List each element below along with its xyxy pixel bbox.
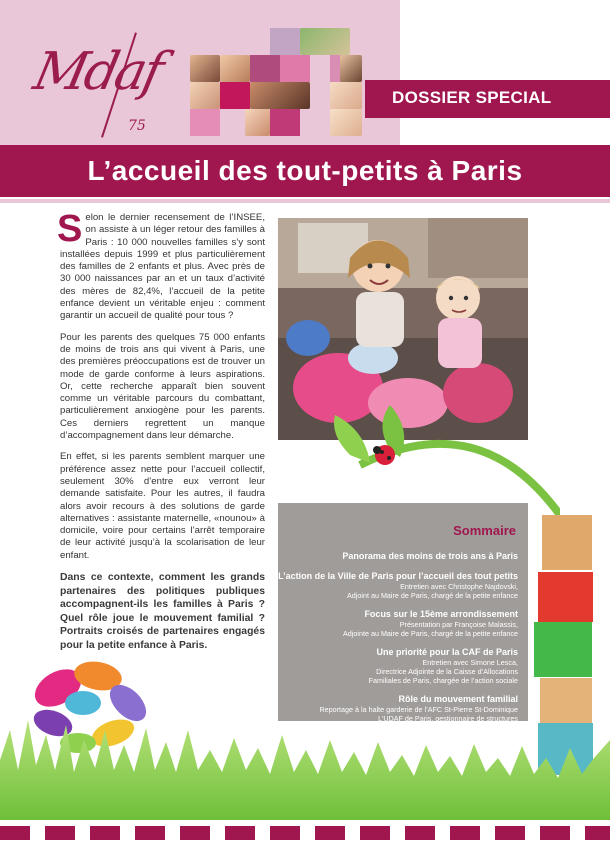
footer-segment bbox=[270, 826, 300, 840]
toc-item-heading: Panorama des moins de trois ans à Paris bbox=[342, 551, 518, 561]
article-column bbox=[57, 208, 265, 661]
mosaic-tile bbox=[250, 55, 280, 82]
mosaic-tile bbox=[270, 28, 300, 55]
toc-item-heading: Rôle du mouvement familial bbox=[398, 694, 518, 704]
mosaic-tile bbox=[270, 109, 300, 136]
toc-item[interactable] bbox=[278, 609, 518, 638]
footer-segment bbox=[90, 826, 120, 840]
article-intro-question: Dans ce contexte, comment les grands partenaires des politiques publiques accompagnent-ils les familles à Paris ? Quel rôle joue le mouvement familial ? Portraits croisés de partenaires engagés pour la petite enfance à Paris. bbox=[60, 572, 265, 651]
section-label: DOSSIER SPECIAL bbox=[392, 88, 552, 107]
photo-mosaic bbox=[190, 20, 370, 140]
article-paragraph-2: Pour les parents des quelques 75 000 enfants de moins de trois ans qui vivent à Paris, une des premières préoccupations est de trouver un mode de garde conforme à leurs aspirations. Or, cette recherche apparaît bien souvent comme un véritable parcours du combattant, particulièrement anxiogène pour les parents. Ces derniers regrettent un manque d’accompagnement dans leur démarche. bbox=[60, 331, 265, 442]
logo-subtitle: 75 bbox=[128, 118, 146, 134]
mosaic-photo bbox=[190, 55, 220, 82]
footer-segment bbox=[540, 826, 570, 840]
toc-title: Sommaire bbox=[453, 523, 516, 538]
toc-item-detail: Entretien avec Simone Lesca, Directrice Adjointe de la Caisse d’Allocations Familiales de Paris, chargée de l’action sociale bbox=[368, 658, 518, 685]
toc-item-heading: L’action de la Ville de Paris pour l’accueil des tout petits bbox=[278, 571, 518, 581]
footer-segment bbox=[315, 826, 345, 840]
mosaic-photo bbox=[330, 109, 362, 136]
title-underline bbox=[0, 199, 610, 203]
toc-item-heading: Une priorité pour la CAF de Paris bbox=[376, 647, 518, 657]
footer-segment bbox=[180, 826, 210, 840]
footer-segment bbox=[450, 826, 480, 840]
toc-item-detail: Reportage à la halte garderie de l’AFC St-Pierre St-Dominique L’UDAF de Paris, gestionnaire de structures L’UNAF se mobilise dans le champ de la petite enfance bbox=[319, 705, 518, 732]
mosaic-photo bbox=[340, 55, 362, 82]
mosaic-photo bbox=[190, 82, 220, 109]
footer-decorative-bar bbox=[0, 826, 610, 840]
mosaic-photo bbox=[245, 109, 270, 136]
mosaic-photo bbox=[220, 55, 250, 82]
toc-item-detail: Entretien avec Christophe Najdovski, Adjoint au Maire de Paris, chargé de la petite enfance bbox=[346, 582, 518, 600]
footer-segment bbox=[0, 826, 30, 840]
footer-segment bbox=[585, 826, 610, 840]
footer-segment bbox=[360, 826, 390, 840]
article-paragraph-3: En effet, si les parents semblent marquer une préférence assez nette pour l’accueil collectif, seulement 30% d’entre eux verront leur demande satisfaite. Pour les autres, il faudra alors avoir recours à des solutions de garde alternatives : assistante maternelle, «nounou» à domicile, voire pour certains l’arrêt temporaire de leur activité jusqu’à la scolarisation de leur enfant. bbox=[60, 451, 265, 561]
table-of-contents bbox=[278, 503, 528, 732]
logo: Mdaf bbox=[28, 42, 167, 102]
toc-item[interactable] bbox=[278, 571, 518, 600]
footer-segment bbox=[45, 826, 75, 840]
footer-segment bbox=[495, 826, 525, 840]
toc-item[interactable] bbox=[278, 647, 518, 685]
toc-item-detail: Présentation par Françoise Malassis, Adjointe au Maire de Paris, chargé de la petite enfance bbox=[342, 620, 518, 638]
footer-segment bbox=[225, 826, 255, 840]
page-title: L’accueil des tout-petits à Paris bbox=[87, 155, 523, 186]
mosaic-photo bbox=[330, 82, 362, 109]
article-paragraph-1 bbox=[57, 208, 265, 323]
drop-cap: S bbox=[57, 208, 83, 250]
mosaic-tile bbox=[220, 82, 250, 109]
toc-item-heading: Focus sur le 15ème arrondissement bbox=[364, 609, 518, 619]
footer-segment bbox=[405, 826, 435, 840]
toc-item[interactable] bbox=[278, 551, 518, 562]
mosaic-photo bbox=[300, 28, 350, 55]
sprout-illustration bbox=[330, 395, 560, 515]
mosaic-tile bbox=[280, 55, 310, 82]
mosaic-tile bbox=[190, 109, 220, 136]
paragraph-text: elon le dernier recensement de l’INSEE, on assiste à un léger retour des familles à Paris : 10 000 nouvelles familles s’y sont installées depuis 1999 et plus particulièrement des familles de 2 enfants et plus. Avec près de 30 000 naissances par an et un taux d’activité des mères de 82,4%, l’accueil de la petite enfance devient un véritable enjeu : comment garantir un accueil de qualité pour tous ? bbox=[60, 212, 265, 322]
grass-illustration bbox=[0, 700, 610, 820]
footer-segment bbox=[135, 826, 165, 840]
mosaic-photo bbox=[250, 82, 310, 109]
